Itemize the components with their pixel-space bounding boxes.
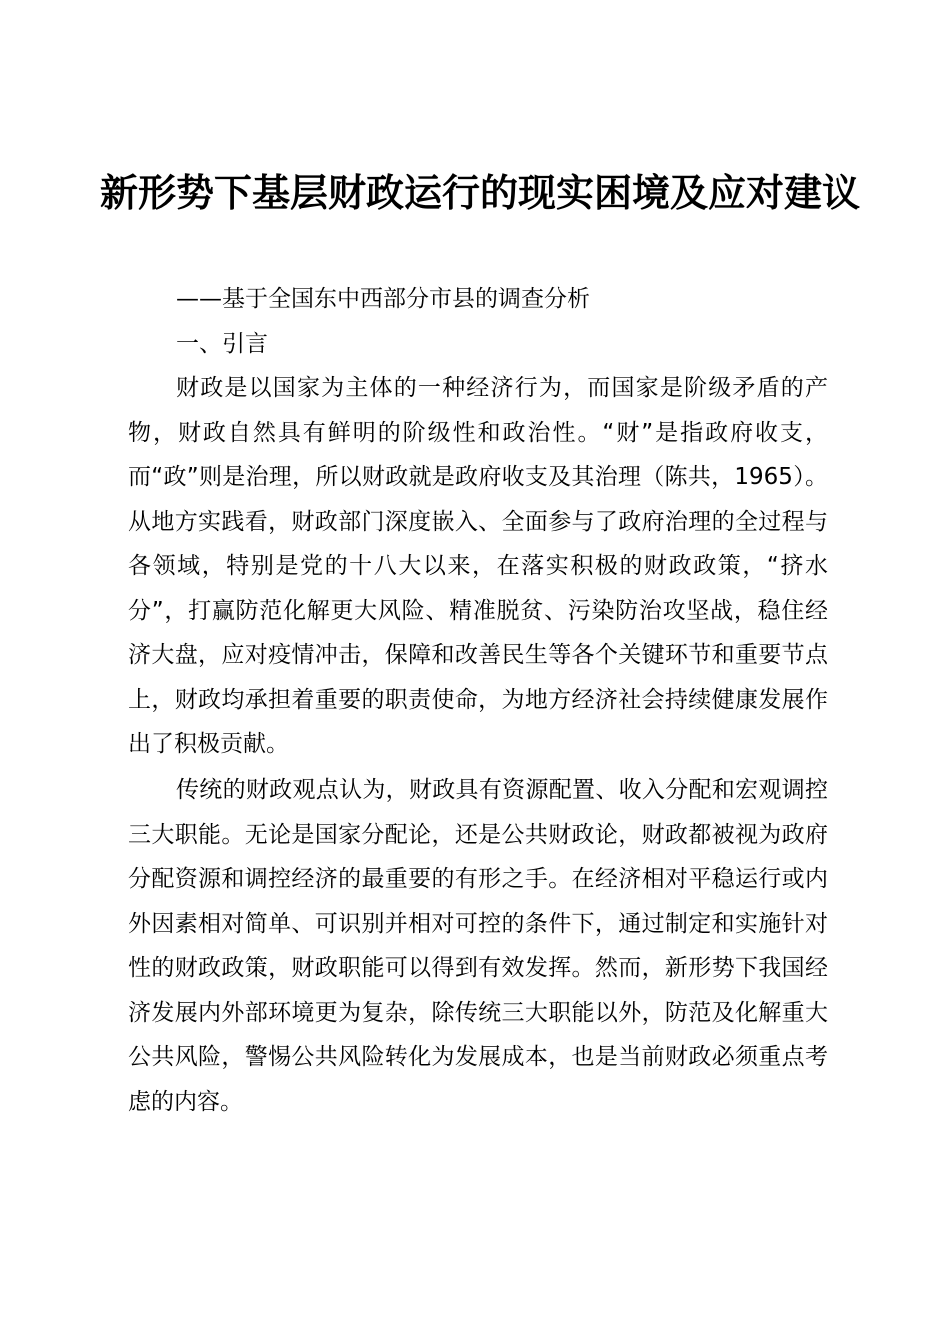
document-title: 新形势下基层财政运行的现实困境及应对建议 xyxy=(100,170,861,215)
paragraph-2: 传统的财政观点认为，财政具有资源配置、收入分配和宏观调控三大职能。无论是国家分配论，还是公共财政论，财政都被视为政府分配资源和调控经济的最重要的有形之手。在经济相对平稳运行或内外因素相对简单、可识别并相对可控的条件下，通过制定和实施针对性的财政政策，财政职能可以得到有效发挥。然而，新形势下我国经济发展内外部环境更为复杂，除传统三大职能以外，防范及化解重大公共风险，警惕公共风险转化为发展成本，也是当前财政必须重点考虑的内容。 xyxy=(128,777,828,1115)
paragraph-1: 财政是以国家为主体的一种经济行为，而国家是阶级矛盾的产物，财政自然具有鲜明的阶级性和政治性。“财”是指政府收支，而“政”则是治理，所以财政就是政府收支及其治理（陈共，1965）。从地方实践看，财政部门深度嵌入、全面参与了政府治理的全过程与各领域，特别是党的十八大以来，在落实积极的财政政策，“挤水分”，打赢防范化解更大风险、精准脱贫、污染防治攻坚战，稳住经济大盘，应对疫情冲击，保障和改善民生等各个关键环节和重要节点上，财政均承担着重要的职责使命，为地方经济社会持续健康发展作出了积极贡献。 xyxy=(128,375,828,757)
section-heading: 一、引言 xyxy=(176,331,268,357)
document-subtitle: ——基于全国东中西部分市县的调查分析 xyxy=(176,286,590,312)
